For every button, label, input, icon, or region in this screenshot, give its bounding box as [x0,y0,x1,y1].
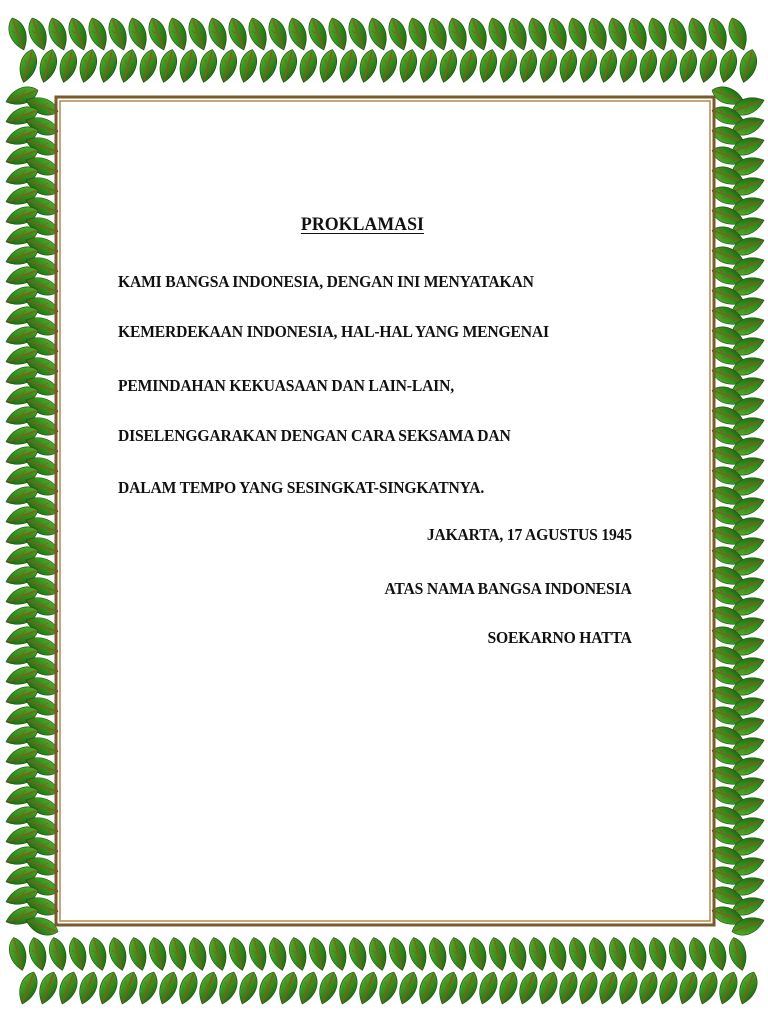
leaf-icon [315,969,341,1006]
leaf-icon [415,969,441,1006]
leaf-icon [435,969,461,1006]
leaf-icon [576,48,600,85]
leaf-icon [25,15,51,52]
leaf-icon [625,15,651,52]
leaf-icon [145,15,171,52]
leaf-icon [245,15,271,52]
leaf-icon [705,15,731,52]
leaf-icon [46,936,70,973]
leaf-icon [76,48,100,85]
leaf-icon [606,936,630,973]
leaf-icon [446,936,470,973]
leaf-icon [556,48,580,85]
leaf-icon [246,936,270,973]
leaf-icon [675,969,701,1006]
leaf-icon [476,48,500,85]
leaf-icon [676,48,700,85]
leaf-icon [255,969,281,1006]
leaf-icon [56,48,80,85]
leaf-icon [336,48,360,85]
leaf-icon [176,48,200,85]
title-text: PROKLAMASI [300,214,424,235]
leaf-icon [35,969,61,1006]
leaf-icon [495,969,521,1006]
leaf-icon [436,48,460,85]
leaf-icon [365,15,391,52]
leaf-icon [686,936,710,973]
leaf-icon [155,969,181,1006]
leaf-icon [295,969,321,1006]
leaf-icon [16,48,40,85]
leaf-icon [5,15,31,52]
leaf-icon [535,969,561,1006]
leaf-icon [225,15,251,52]
leaf-icon [116,48,140,85]
leaf-icon [125,15,151,52]
leaf-icon [425,15,451,52]
leaf-icon [65,15,91,52]
leaf-icon [396,48,420,85]
leaf-icon [595,969,621,1006]
leaf-icon [375,969,401,1006]
leaf-icon [126,936,150,973]
leaf-icon [665,15,691,52]
leaf-icon [165,15,191,52]
leaf-icon [636,48,660,85]
leaf-icon [256,48,280,85]
leaf-icon [486,936,510,973]
leaf-icon [515,969,541,1006]
leaf-icon [186,936,210,973]
leaf-icon [345,15,371,52]
on-behalf-line: ATAS NAMA BANGSA INDONESIA [384,579,632,598]
leaf-icon [316,48,340,85]
leaf-icon [185,15,211,52]
leaf-icon [196,48,220,85]
leaf-icon [526,936,550,973]
leaf-icon [465,15,491,52]
leaf-icon [355,969,381,1006]
leaf-icon [205,15,231,52]
leaf-icon [215,969,241,1006]
leaf-icon [506,936,530,973]
leaf-icon [536,48,560,85]
leaf-icon [666,936,690,973]
leaf-icon [546,936,570,973]
leaf-icon [545,15,571,52]
leaf-icon [265,15,291,52]
leaf-icon [296,48,320,85]
leaf-icon [235,969,261,1006]
leaf-icon [505,15,531,52]
leaf-icon [275,969,301,1006]
leaf-icon [326,936,350,973]
leaf-icon [455,969,481,1006]
leaf-icon [616,48,640,85]
leaf-icon [45,15,71,52]
leaf-icon [615,969,641,1006]
leaf-icon [285,15,311,52]
leaf-icon [685,15,711,52]
leaf-icon [485,15,511,52]
leaf-icon [305,15,331,52]
leaf-icon [276,48,300,85]
leaf-icon [736,48,760,85]
leaf-icon [115,969,141,1006]
leaf-icon [85,15,111,52]
leaf-icon [226,936,250,973]
leaf-icon [715,969,741,1006]
leaf-icon [86,936,110,973]
leaf-icon [136,48,160,85]
leaf-icon [216,48,240,85]
leaf-icon [146,936,170,973]
leaf-icon [645,15,671,52]
leaf-icon [15,969,41,1006]
leaf-icon [55,969,81,1006]
body-line-4: DISELENGGARAKAN DENGAN CARA SEKSAMA DAN [118,426,511,445]
signatories: SOEKARNO HATTA [487,628,632,647]
leaf-icon [206,936,230,973]
leaf-icon [106,936,130,973]
leaf-icon [376,48,400,85]
leaf-icon [66,936,90,973]
leaf-icon [236,48,260,85]
leaf-icon [426,936,450,973]
leaf-icon [716,48,740,85]
leaf-icon [655,969,681,1006]
leaf-icon [566,936,590,973]
body-line-1: KAMI BANGSA INDONESIA, DENGAN INI MENYATAKAN [118,272,534,291]
leaf-icon [605,15,631,52]
leaf-icon [706,936,730,973]
leaf-icon [26,936,50,973]
leaf-icon [405,15,431,52]
body-line-5: DALAM TEMPO YANG SESINGKAT-SINGKATNYA. [118,478,485,497]
leaf-icon [395,969,421,1006]
leaf-icon [6,936,30,973]
leaf-icon [565,15,591,52]
leaf-icon [586,936,610,973]
leaf-icon [635,969,661,1006]
leaf-icon [166,936,190,973]
leaf-icon [325,15,351,52]
leaf-icon [95,969,121,1006]
leaf-icon [516,48,540,85]
leaf-icon [386,936,410,973]
leaf-icon [696,48,720,85]
leaf-icon [475,969,501,1006]
leaf-icon [286,936,310,973]
leaf-icon [346,936,370,973]
leaf-icon [496,48,520,85]
leaf-icon [525,15,551,52]
document-title [0,214,768,236]
leaf-icon [385,15,411,52]
leaf-icon [735,969,761,1006]
leaf-icon [555,969,581,1006]
leaf-icon [575,969,601,1006]
leaf-icon [135,969,161,1006]
leaf-icon [356,48,380,85]
leaf-icon [725,15,751,52]
body-line-3: PEMINDAHAN KEKUASAAN DAN LAIN-LAIN, [118,376,454,395]
leaf-icon [585,15,611,52]
leaf-icon [456,48,480,85]
leaf-icon [306,936,330,973]
leaf-icon [656,48,680,85]
leaf-icon [335,969,361,1006]
leaf-icon [416,48,440,85]
leaf-icon [175,969,201,1006]
leaf-icon [466,936,490,973]
leaf-icon [156,48,180,85]
leaf-icon [266,936,290,973]
leaf-icon [96,48,120,85]
leaf-icon [695,969,721,1006]
leaf-icon [75,969,101,1006]
leaf-icon [36,48,60,85]
leaf-icon [366,936,390,973]
leaf-icon [726,936,750,973]
leaf-icon [105,15,131,52]
leaf-icon [406,936,430,973]
leaf-icon [596,48,620,85]
body-line-2: KEMERDEKAAN INDONESIA, HAL-HAL YANG MENGENAI [118,322,549,341]
leaf-icon [445,15,471,52]
place-date: JAKARTA, 17 AGUSTUS 1945 [426,525,632,544]
leaf-icon [195,969,221,1006]
leaf-icon [626,936,650,973]
leaf-icon [646,936,670,973]
